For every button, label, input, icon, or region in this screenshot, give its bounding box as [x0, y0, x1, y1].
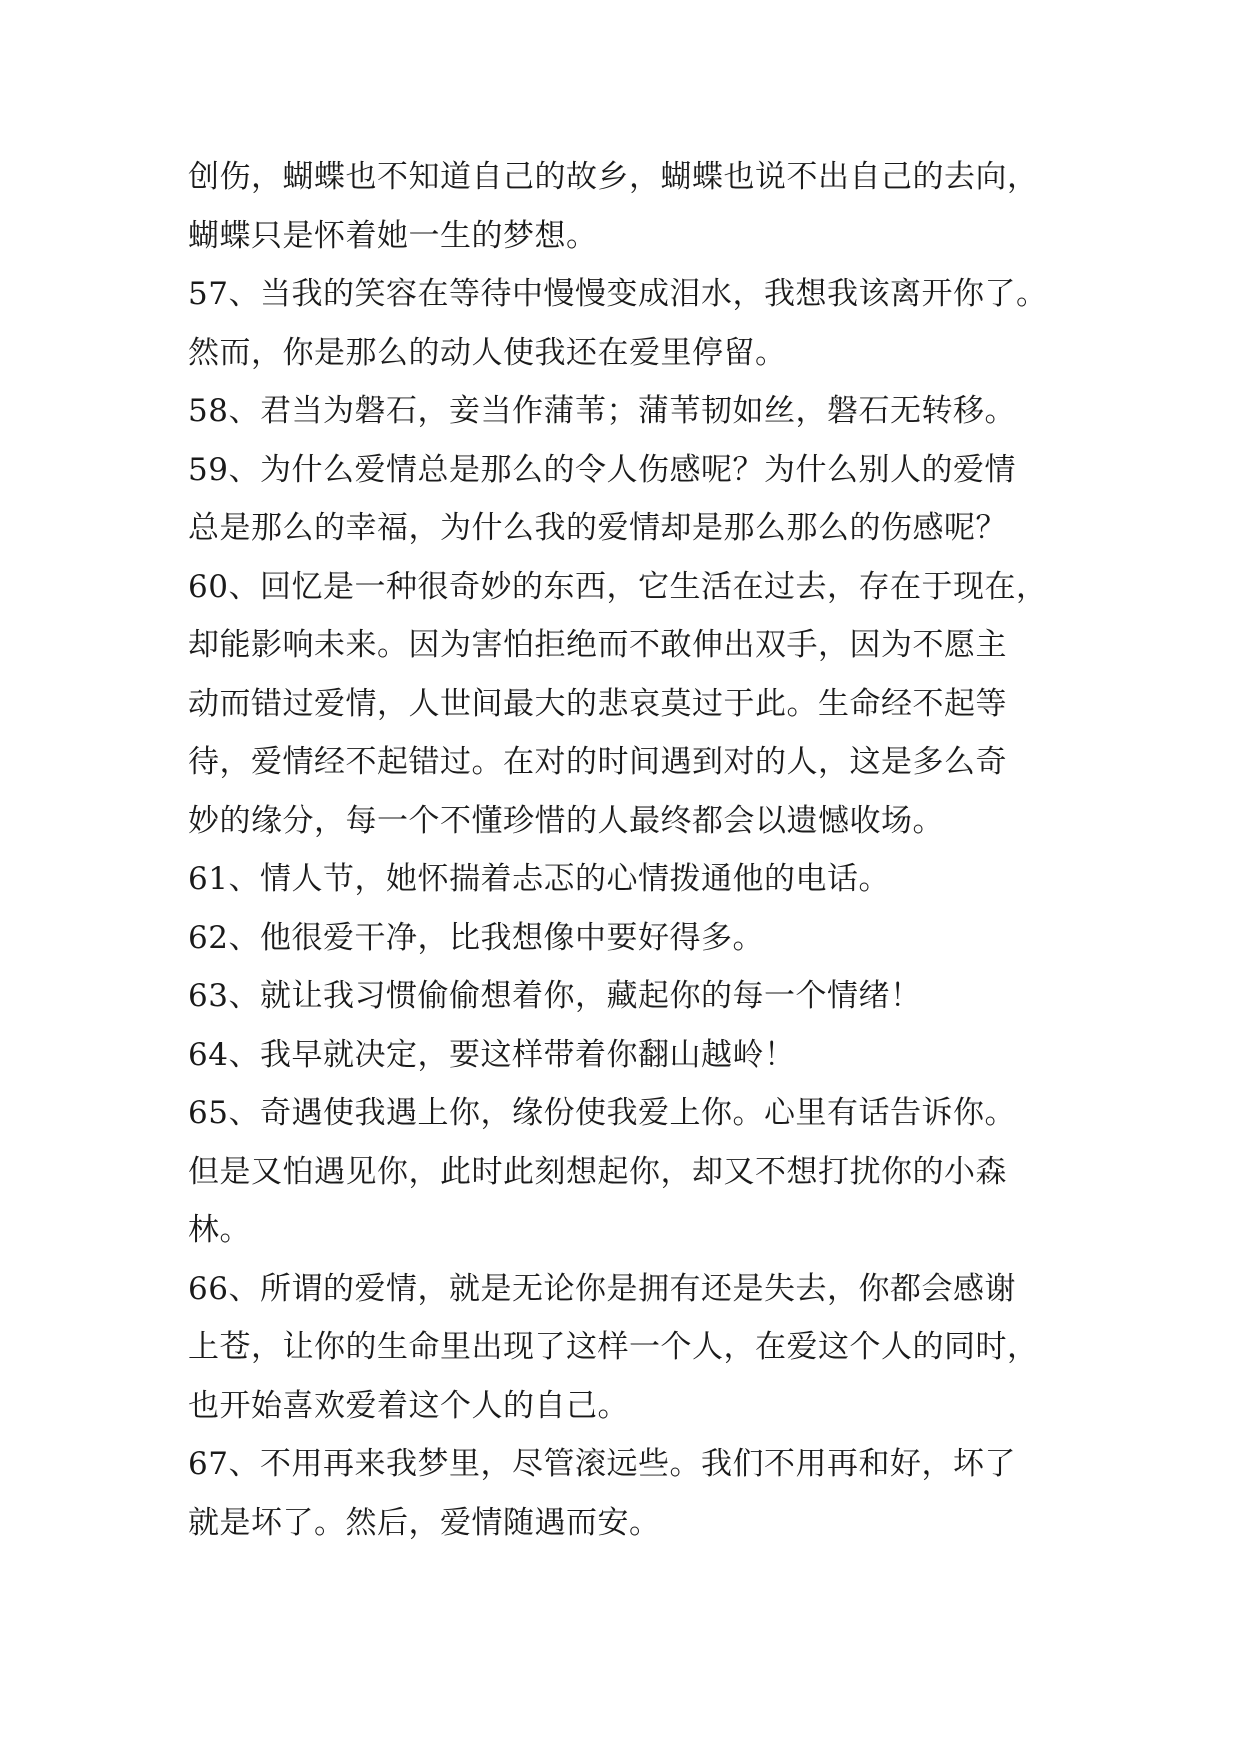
- text-line: 66、所谓的爱情，就是无论你是拥有还是失去，你都会感谢: [188, 1270, 1016, 1307]
- text-line: 创伤，蝴蝶也不知道自己的故乡，蝴蝶也说不出自己的去向，: [188, 159, 1039, 195]
- text-line: 65、奇遇使我遇上你，缘份使我爱上你。心里有话告诉你。: [188, 1095, 1016, 1131]
- text-line: 63、就让我习惯偷偷想着你，藏起你的每一个情绪！: [188, 978, 922, 1014]
- text-line: 总是那么的幸福，为什么我的爱情却是那么那么的伤感呢？: [188, 510, 1007, 546]
- document-body: [188, 148, 1073, 1552]
- text-line: 60、回忆是一种很奇妙的东西，它生活在过去，存在于现在，: [188, 568, 1048, 605]
- text-line: 59、为什么爱情总是那么的令人伤感呢？为什么别人的爱情: [188, 451, 1016, 488]
- text-line: 但是又怕遇见你，此时此刻想起你，却又不想打扰你的小森: [188, 1153, 1007, 1190]
- text-line: 57、当我的笑容在等待中慢慢变成泪水，我想我该离开你了。: [188, 276, 1048, 312]
- text-line: 林。: [188, 1212, 251, 1248]
- text-line: 61、情人节，她怀揣着忐忑的心情拨通他的电话。: [188, 861, 890, 897]
- text-line: 却能影响未来。因为害怕拒绝而不敢伸出双手，因为不愿主: [188, 627, 1007, 663]
- text-line: 67、不用再来我梦里，尽管滚远些。我们不用再和好，坏了: [188, 1446, 1016, 1482]
- text-line: 待，爱情经不起错过。在对的时间遇到对的人，这是多么奇: [188, 744, 1007, 780]
- text-line: 58、君当为磐石，妾当作蒲苇；蒲苇韧如丝，磐石无转移。: [188, 393, 1016, 429]
- text-line: 上苍，让你的生命里出现了这样一个人，在爱这个人的同时，: [188, 1329, 1039, 1365]
- text-line: 也开始喜欢爱着这个人的自己。: [188, 1387, 629, 1424]
- text-line: 62、他很爱干净，比我想像中要好得多。: [188, 919, 764, 956]
- text-line: 然而，你是那么的动人使我还在爱里停留。: [188, 334, 787, 371]
- text-line: 妙的缘分，每一个不懂珍惜的人最终都会以遗憾收场。: [188, 802, 944, 839]
- text-line: 蝴蝶只是怀着她一生的梦想。: [188, 217, 598, 254]
- text-line: 就是坏了。然后，爱情随遇而安。: [188, 1504, 661, 1541]
- text-line: 64、我早就决定，要这样带着你翻山越岭！: [188, 1036, 796, 1073]
- text-line: 动而错过爱情，人世间最大的悲哀莫过于此。生命经不起等: [188, 685, 1007, 722]
